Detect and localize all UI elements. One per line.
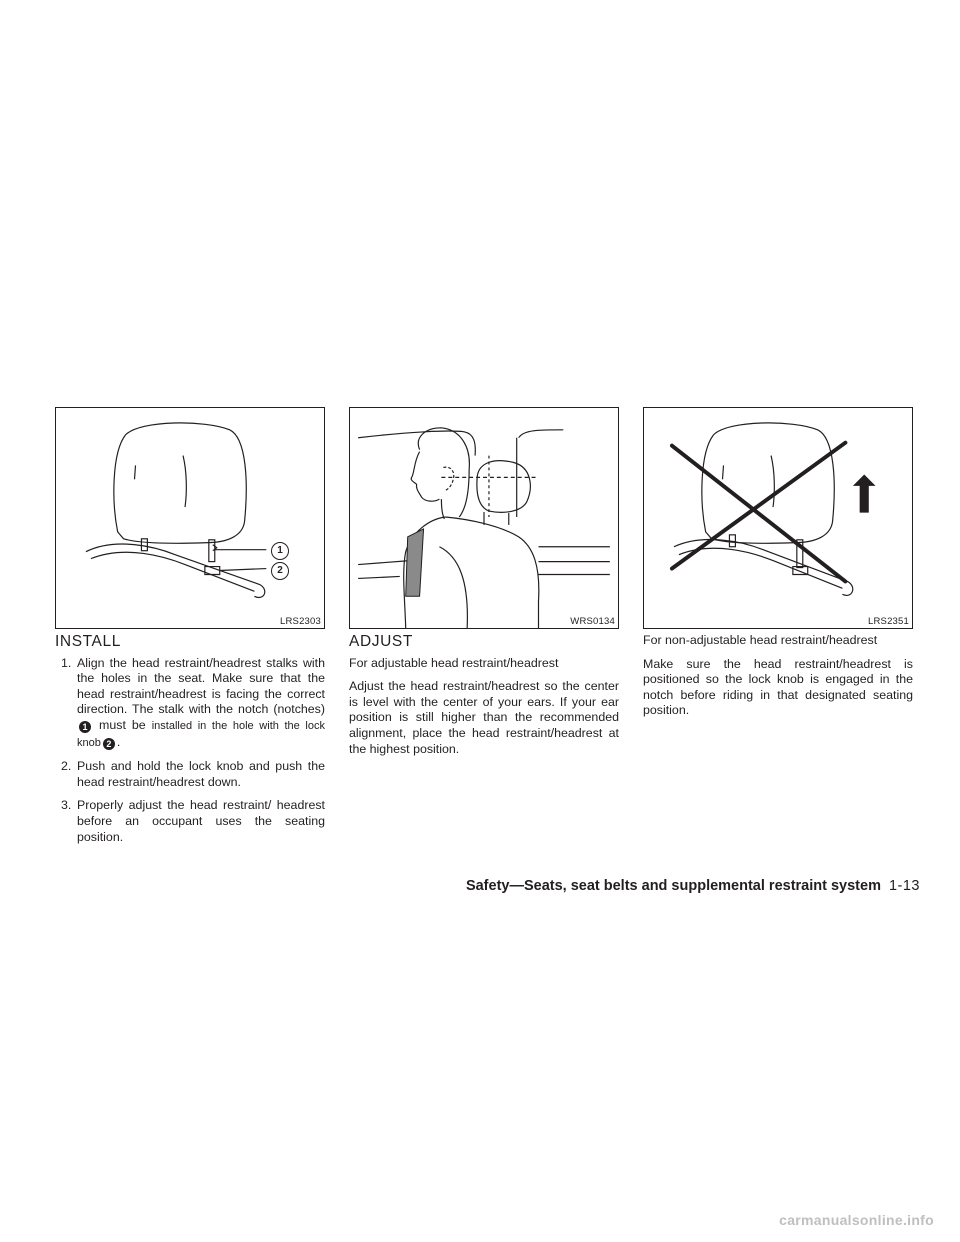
- page-number: 1-13: [888, 878, 920, 894]
- callout-2-icon: 2: [103, 738, 115, 750]
- figure-code: LRS2303: [279, 616, 321, 627]
- non-adjustable-section: [643, 633, 913, 727]
- adjust-section: [349, 632, 619, 765]
- install-step-1: 1. Align the head restraint/headrest stalks with the holes in the seat. Make sure that the head restraint/headrest is facing the correct direction. The stalk with the notch (notches) 1 must be installed in the hole with the lock knob 2 .: [61, 655, 325, 749]
- install-steps: [55, 656, 325, 846]
- install-step-2: 2. Push and hold the lock knob and push the head restraint/headrest down.: [61, 759, 325, 789]
- occupant-headrest-illustration: [350, 408, 618, 628]
- figure-non-adjustable: [643, 407, 913, 629]
- install-step-3: 3. Properly adjust the head restraint/ headrest before an occupant uses the seating position.: [61, 798, 325, 844]
- page-footer: [466, 878, 920, 894]
- footer-section-title: Safety—Seats, seat belts and supplemental restraint system: [465, 878, 881, 894]
- adjust-heading: ADJUST: [349, 633, 413, 650]
- figure-adjust: [349, 407, 619, 629]
- figure-callout-2: 2: [271, 562, 289, 580]
- figure-install: [55, 407, 325, 629]
- non-adjustable-body: Make sure the head restraint/headrest is positioned so the lock knob is engaged in the notch before riding in that designated seating position.: [643, 656, 913, 718]
- figure-callout-1: 1: [271, 542, 289, 560]
- watermark: carmanualsonline.info: [779, 1212, 934, 1228]
- install-section: [55, 632, 325, 853]
- figure-code: LRS2351: [867, 616, 909, 627]
- headrest-wrong-illustration: [644, 408, 912, 628]
- adjust-body: Adjust the head restraint/headrest so the center is level with the center of your ears. If your ear position is still higher than the recommended alignment, place the head restraint/headrest at the highest position.: [349, 679, 619, 756]
- adjust-subheading: For adjustable head restraint/headrest: [349, 655, 559, 670]
- non-adjustable-subheading: For non-adjustable head restraint/headrest: [643, 633, 878, 647]
- callout-1-icon: 1: [79, 721, 91, 733]
- figure-code: WRS0134: [570, 616, 615, 627]
- install-heading: INSTALL: [55, 633, 121, 650]
- headrest-install-illustration: [56, 408, 324, 628]
